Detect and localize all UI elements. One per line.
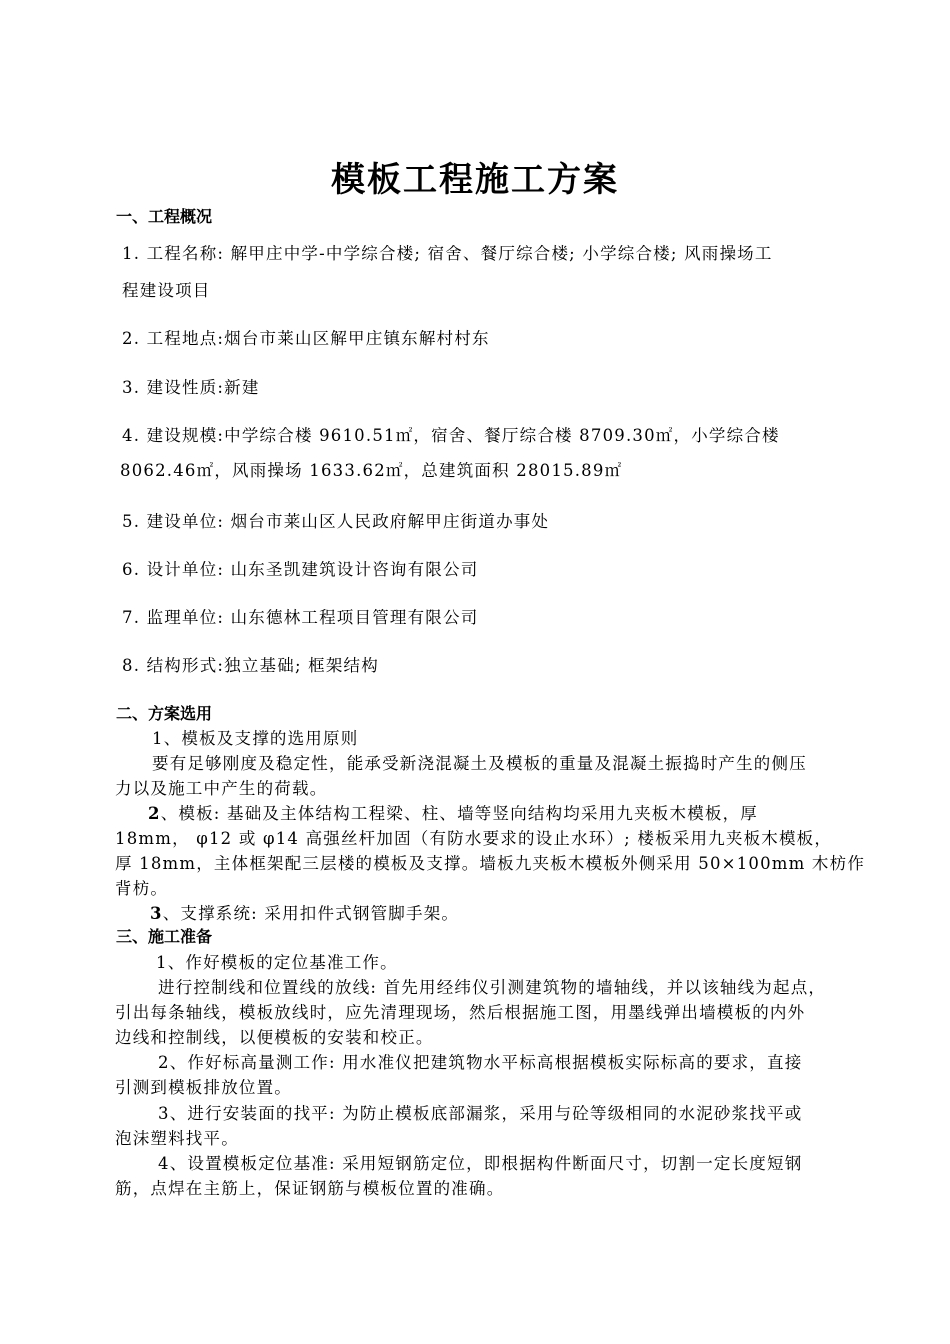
document-title: 模板工程施工方案 <box>331 160 619 200</box>
overview-item-2: 2. 工程地点:烟台市莱山区解甲庄镇东解村村东 <box>122 329 490 348</box>
prep-para-5-line2: 筋，点焊在主筋上，保证钢筋与模板位置的准确。 <box>115 1179 505 1198</box>
prep-para-3-line1: 2、作好标高量测工作: 用水准仪把建筑物水平标高根据模板实际标高的要求，直接 <box>158 1053 803 1072</box>
prep-para-2-line2: 引出每条轴线，模板放线时，应先清理现场，然后根据施工图，用墨线弹出墙模板的内外 <box>115 1003 806 1022</box>
scheme-para-4-text: 、支撑系统: 采用扣件式钢管脚手架。 <box>162 904 460 923</box>
scheme-para-4-number: 3 <box>150 904 163 923</box>
scheme-para-1: 1、模板及支撑的选用原则 <box>152 729 359 748</box>
overview-item-4-line1: 4. 建设规模:中学综合楼 9610.51㎡，宿舍、餐厅综合楼 8709.30㎡，小学综合楼 <box>122 426 780 445</box>
scheme-para-3-line2: 18mm， φ12 或 φ14 高强丝杆加固（有防水要求的设止水环）; 楼板采用九夹板木模板， <box>115 829 833 848</box>
overview-item-8: 8. 结构形式:独立基础; 框架结构 <box>122 656 379 675</box>
prep-para-1: 1、作好模板的定位基准工作。 <box>156 953 398 972</box>
section-heading-scheme: 二、方案选用 <box>116 704 213 723</box>
scheme-para-3-text: 、模板: 基础及主体结构工程梁、柱、墙等竖向结构均采用九夹板木模板，厚 <box>160 804 758 823</box>
overview-item-3: 3. 建设性质:新建 <box>122 378 260 397</box>
scheme-para-4 <box>150 900 459 924</box>
scheme-para-2-line2: 力以及施工中产生的荷载。 <box>115 779 328 798</box>
scheme-para-3-line1 <box>148 800 758 824</box>
overview-item-1-line1: 1. 工程名称: 解甲庄中学-中学综合楼; 宿舍、餐厅综合楼; 小学综合楼; 风雨操场工 <box>122 244 773 263</box>
prep-para-5-line1: 4、设置模板定位基准: 采用短钢筋定位，即根据构件断面尺寸，切割一定长度短钢 <box>158 1154 803 1173</box>
overview-item-1-line2: 程建设项目 <box>122 281 211 300</box>
section-heading-overview: 一、工程概况 <box>116 207 213 226</box>
prep-para-4-line2: 泡沫塑料找平。 <box>115 1129 239 1148</box>
overview-item-4-line2: 8062.46㎡，风雨操场 1633.62㎡，总建筑面积 28015.89㎡ <box>120 461 623 480</box>
prep-para-4-line1: 3、进行安装面的找平: 为防止模板底部漏浆，采用与砼等级相同的水泥砂浆找平或 <box>158 1104 803 1123</box>
prep-para-2-line3: 边线和控制线，以便模板的安装和校正。 <box>115 1028 434 1047</box>
prep-para-3-line2: 引测到模板排放位置。 <box>115 1078 292 1097</box>
prep-para-2-line1: 进行控制线和位置线的放线: 首先用经纬仪引测建筑物的墙轴线，并以该轴线为起点， <box>158 978 827 997</box>
overview-item-6: 6. 设计单位: 山东圣凯建筑设计咨询有限公司 <box>122 560 479 579</box>
scheme-para-3-number: 2 <box>148 804 161 823</box>
scheme-para-3-line4: 背枋。 <box>115 879 169 898</box>
overview-item-5: 5. 建设单位: 烟台市莱山区人民政府解甲庄街道办事处 <box>122 512 550 531</box>
section-heading-preparation: 三、施工准备 <box>116 927 213 946</box>
scheme-para-2-line1: 要有足够刚度及稳定性，能承受新浇混凝土及模板的重量及混凝土振捣时产生的侧压 <box>152 754 807 773</box>
scheme-para-3-line3: 厚 18mm，主体框架配三层楼的模板及支撑。墙板九夹板木模板外侧采用 50×100mm 木枋作 <box>115 854 866 873</box>
overview-item-7: 7. 监理单位: 山东德林工程项目管理有限公司 <box>122 608 479 627</box>
